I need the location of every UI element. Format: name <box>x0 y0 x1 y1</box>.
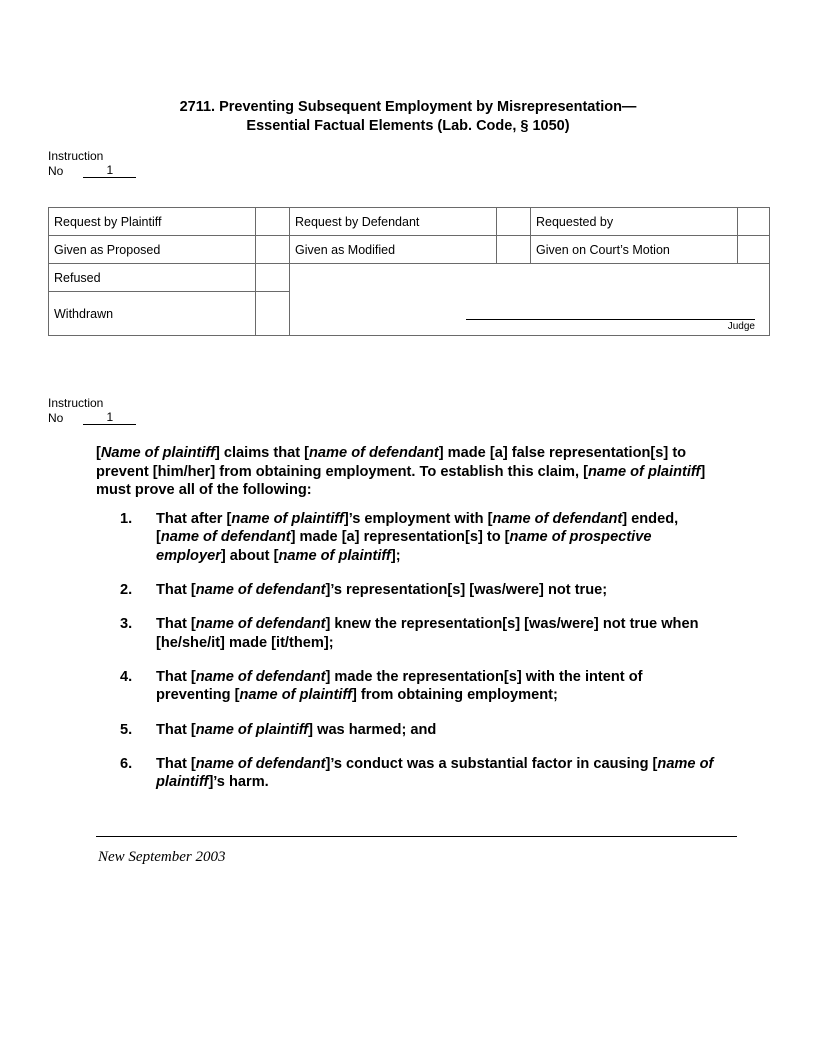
given-on-courts-motion-checkbox[interactable] <box>738 236 770 264</box>
requested-by-label: Requested by <box>531 208 738 236</box>
placeholder-text: Name of plaintiff <box>100 445 215 461</box>
placeholder-text: name of defendant <box>195 668 326 685</box>
elements-list <box>96 510 716 792</box>
given-as-proposed-checkbox[interactable] <box>256 236 290 264</box>
request-by-defendant-label: Request by Defendant <box>290 208 497 236</box>
placeholder-text: name of defendant <box>492 510 623 527</box>
element-number: 1. <box>120 510 133 527</box>
element-item-2: 2. That [name of defendant]’s representation[s] [was/were] not true; <box>120 582 608 599</box>
placeholder-text: name of plaintiff <box>587 463 701 480</box>
withdrawn-checkbox[interactable] <box>256 292 290 336</box>
instruction-no-value[interactable]: 1 <box>83 164 136 178</box>
instruction-no-label: No <box>48 163 64 178</box>
element-item-1: 1. That after [name of plaintiff]’s employment with [name of defendant] ended, [name of defendant] made [a] representation[s] to [name of prospective employer] about [name of plaintiff]; <box>120 510 679 564</box>
withdrawn-label: Withdrawn <box>49 292 256 336</box>
instruction-label: Instruction <box>48 396 104 410</box>
refused-label: Refused <box>49 264 256 292</box>
instruction-no-label: No <box>48 410 64 425</box>
element-item-6: 6. That [name of defendant]’s conduct was a substantial factor in causing [name of plaintiff]’s harm. <box>120 755 714 791</box>
judge-signature-area <box>290 264 770 336</box>
requested-by-checkbox[interactable] <box>738 208 770 236</box>
instruction-status-table <box>48 207 770 336</box>
request-by-defendant-checkbox[interactable] <box>497 208 531 236</box>
element-number: 4. <box>120 668 133 685</box>
placeholder-text: name of defendant <box>195 616 326 633</box>
placeholder-text: name of defendant <box>309 445 439 461</box>
title-line-2: Essential Factual Elements (Lab. Code, § 1050) <box>246 118 570 134</box>
given-as-modified-checkbox[interactable] <box>497 236 531 264</box>
instruction-no-value[interactable]: 1 <box>83 411 136 425</box>
element-item-4: 4. That [name of defendant] made the representation[s] with the intent of preventing [name of plaintiff] from obtaining employment; <box>120 668 643 704</box>
placeholder-text: name of plaintiff <box>239 687 352 704</box>
judge-label: Judge <box>727 321 755 332</box>
given-as-modified-label: Given as Modified <box>290 236 497 264</box>
placeholder-text: name of plaintiff <box>278 547 391 564</box>
footer-divider <box>96 836 737 837</box>
placeholder-text: name of prospective employer <box>156 529 652 564</box>
instruction-label: Instruction <box>48 149 104 163</box>
element-item-3: 3. That [name of defendant] knew the representation[s] [was/were] not true when [he/she/it] made [it/them]; <box>120 616 699 651</box>
placeholder-text: name of defendant <box>195 582 326 599</box>
placeholder-text: name of plaintiff <box>156 755 714 791</box>
given-as-proposed-label: Given as Proposed <box>49 236 256 264</box>
element-number: 5. <box>120 721 133 738</box>
intro-paragraph: [Name of plaintiff] claims that [name of defendant] made [a] false representation[s] to prevent [him/her] from obtaining employment. To establish this claim, [name of plaintiff] must prove all of the following: <box>96 445 706 499</box>
placeholder-text: name of plaintiff <box>231 510 344 527</box>
element-number: 3. <box>120 616 133 633</box>
history-note: New September 2003 <box>98 849 226 865</box>
placeholder-text: name of plaintiff <box>195 721 309 738</box>
refused-checkbox[interactable] <box>256 264 290 292</box>
element-number: 6. <box>120 755 133 772</box>
given-on-courts-motion-label: Given on Court’s Motion <box>531 236 738 264</box>
instruction-title <box>96 98 720 136</box>
title-line-1: 2711. Preventing Subsequent Employment by Misrepresentation— <box>179 99 637 115</box>
instruction-number-top <box>48 149 136 178</box>
instruction-number-bottom <box>48 396 136 425</box>
instruction-body <box>96 444 716 807</box>
request-by-plaintiff-checkbox[interactable] <box>256 208 290 236</box>
placeholder-text: name of defendant <box>160 529 291 546</box>
judge-signature-line[interactable] <box>466 319 755 320</box>
element-item-5: 5. That [name of plaintiff] was harmed; and <box>120 721 437 738</box>
element-number: 2. <box>120 582 133 599</box>
placeholder-text: name of defendant <box>195 755 326 772</box>
request-by-plaintiff-label: Request by Plaintiff <box>49 208 256 236</box>
